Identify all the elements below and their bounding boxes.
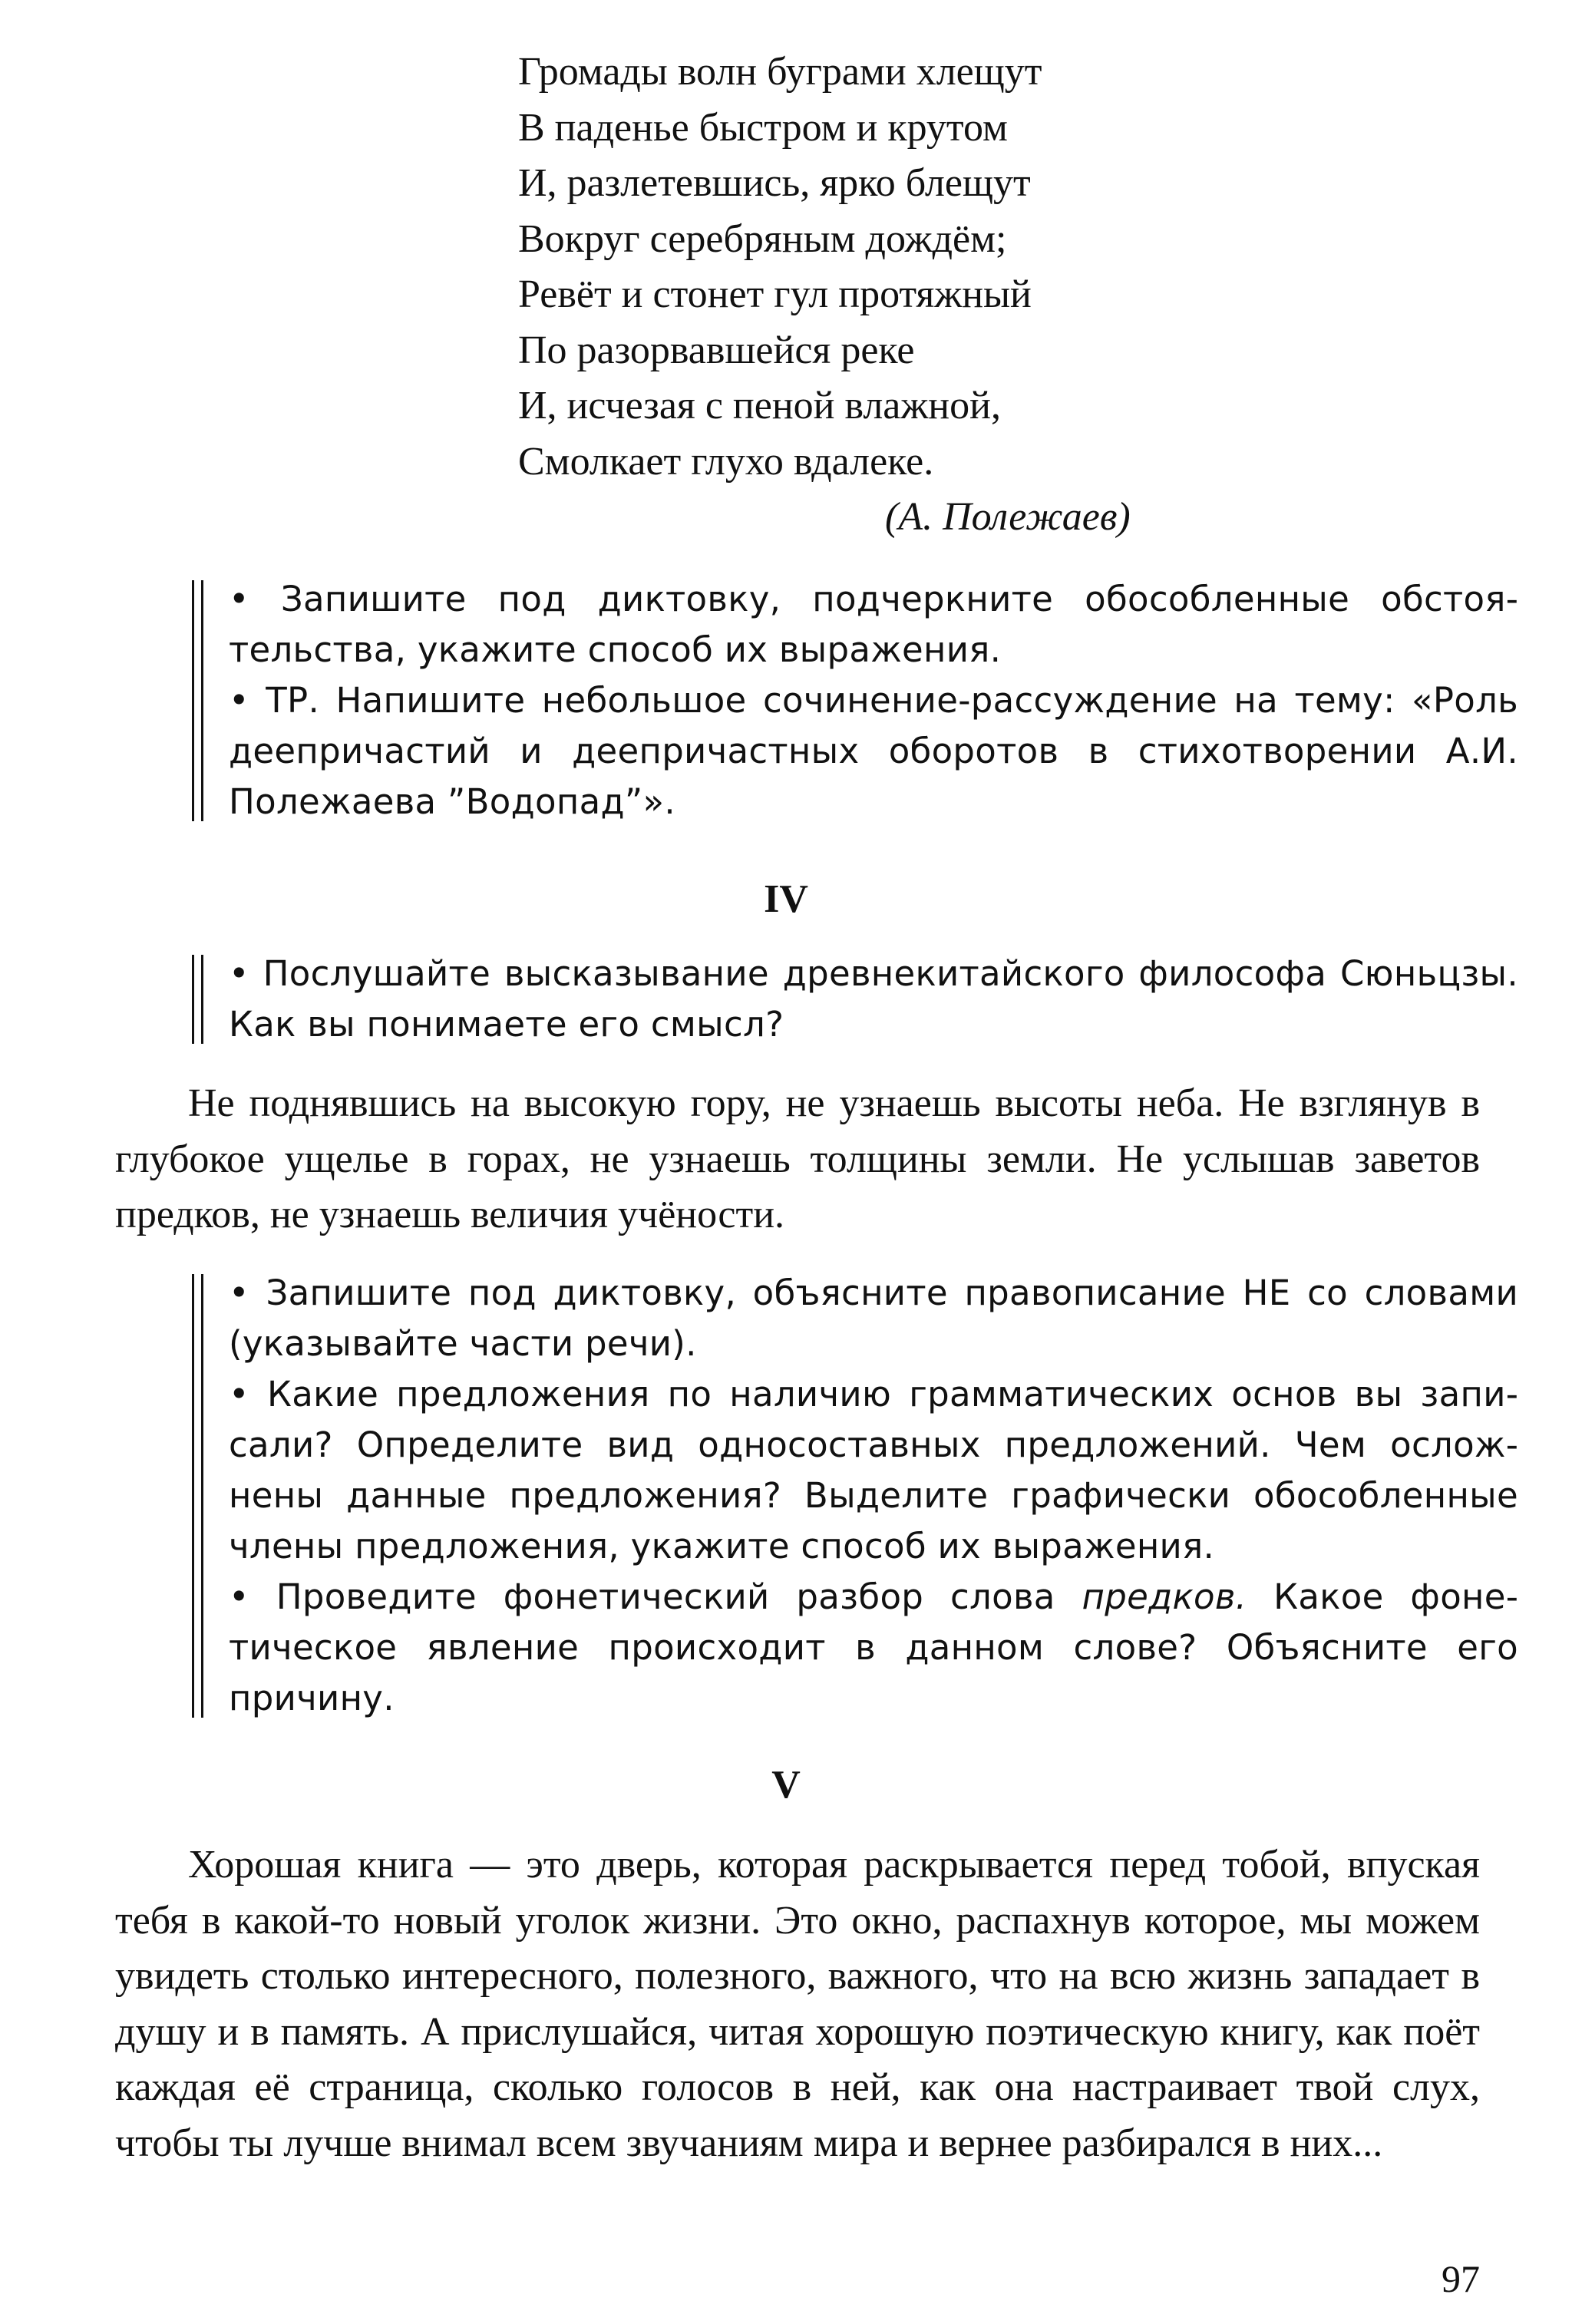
task-item: • Запишите под диктовку, объясните правописание НЕ со словами (указывайте части речи). bbox=[229, 1273, 1518, 1364]
task-item: • Какие предложения по наличию грамматических основ вы записали? Определите вид односоставных предложений. Чем осложнены данные предложения? Выделите графически обособленные члены предложения, укажите способ их выражения. bbox=[229, 1374, 1518, 1566]
task-item: • Послушайте высказывание древнекитайского философа Сюньцзы. Как вы понимаете его смысл? bbox=[229, 953, 1518, 1045]
poem-line: Вокруг серебряным дождём; bbox=[518, 216, 1007, 261]
poem-line: Смолкает глухо вдалеке. bbox=[518, 439, 934, 484]
task-item: • ТР. Напишите небольшое сочинение-рассуждение на тему: «Роль деепричастий и деепричастных оборотов в стихотворении А.И. Полежаева ”Водопад”». bbox=[229, 680, 1518, 822]
section-number-iv: IV bbox=[764, 877, 808, 921]
task-block-analysis bbox=[192, 1268, 1518, 1724]
poem-line: Громады волн буграми хлещут bbox=[518, 50, 1042, 94]
task-item: • Запишите под диктовку, подчеркните обособленные обстоятельства, укажите способ их выражения. bbox=[229, 579, 1518, 670]
task-margin-bar bbox=[192, 580, 203, 821]
page-number: 97 bbox=[1442, 2257, 1480, 2300]
task-text: Какое фонетическое явление происходит в данном слове? Объясните его причину. bbox=[229, 1576, 1518, 1718]
task-margin-bar bbox=[192, 1274, 203, 1718]
poem-line: И, исчезая с пеной влажной, bbox=[518, 384, 1001, 427]
task-text: • Проведите фонетический разбор слова bbox=[229, 1576, 1082, 1617]
highlighted-word: предков. bbox=[1082, 1576, 1247, 1617]
paragraph: Хорошая книга — это дверь, которая раскрывается перед тобой, впуская тебя в какой-то новый уголок жизни. Это окно, распахнув которое, мы можем увидеть столько интересного, полезного, важного, что на всю жизнь западает в душу и в память. А прислушайся, читая хорошую поэтическую книгу, как поёт каждая её страница, сколько голосов в ней, как она настраивает твой слух, чтобы ты лучше внимал всем звучаниям мира и вернее разбирался в них... bbox=[115, 1843, 1480, 2165]
task-item bbox=[229, 1572, 1518, 1724]
poem-author: (А. Полежаев) bbox=[885, 495, 1131, 539]
task-block-dictation-essay bbox=[192, 574, 1518, 827]
paragraph: Не поднявшись на высокую гору, не узнаешь высоты неба. Не взглянув в глубокое ущелье в горах, не узнаешь толщины земли. Не услышав заветов предков, не узнаешь величия учёности. bbox=[115, 1081, 1480, 1236]
poem-line: В паденье быстром и крутом bbox=[518, 105, 1008, 150]
poem bbox=[518, 45, 1362, 546]
poem-line: Ревёт и стонет гул протяжный bbox=[518, 272, 1032, 316]
poem-line: И, разлетевшись, ярко блещут bbox=[518, 161, 1031, 205]
quote-text bbox=[115, 1076, 1480, 1243]
task-block-listen bbox=[192, 949, 1518, 1050]
section-number-v: V bbox=[771, 1763, 801, 1807]
poem-line: По разорвавшейся реке bbox=[518, 328, 915, 372]
task-margin-bar bbox=[192, 955, 203, 1044]
text-passage bbox=[115, 1837, 1480, 2171]
